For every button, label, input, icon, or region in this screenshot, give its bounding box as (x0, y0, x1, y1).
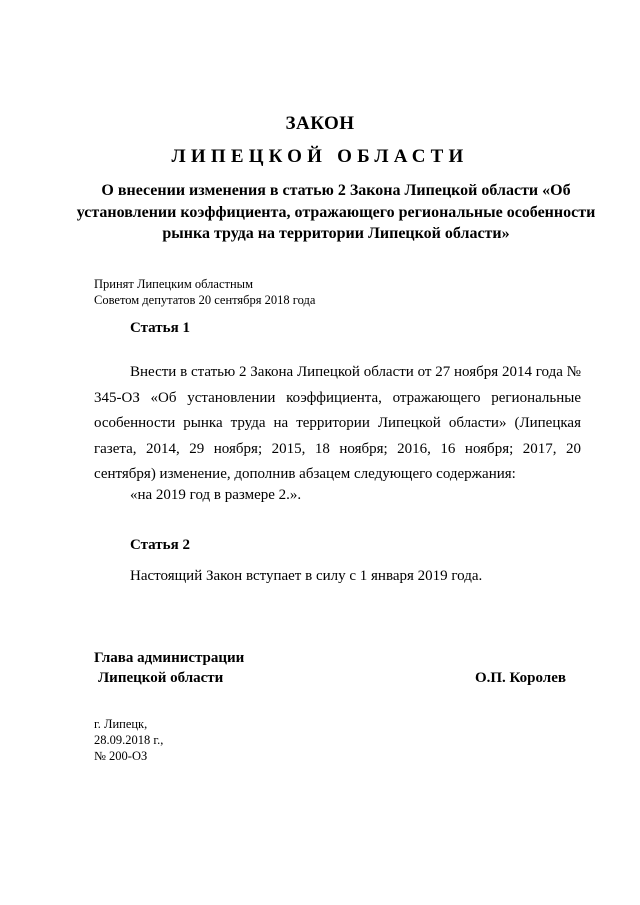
footer-city: г. Липецк, (94, 717, 148, 731)
signature-title (94, 648, 244, 688)
article1-added-paragraph: «на 2019 год в размере 2.». (130, 487, 302, 503)
footer-date: 28.09.2018 г., (94, 733, 164, 747)
article2-heading: Статья 2 (130, 537, 190, 553)
region-title: ЛИПЕЦКОЙ ОБЛАСТИ (171, 146, 469, 167)
signature-title-line1: Глава администрации (94, 650, 245, 666)
article2-text: Настоящий Закон вступает в силу с 1 января 2019 года. (130, 568, 483, 584)
adoption-note-line2: Советом депутатов 20 сентября 2018 года (94, 293, 316, 307)
footer-number: № 200-ОЗ (94, 749, 148, 763)
article1-heading: Статья 1 (130, 320, 190, 336)
adoption-note-line1: Принят Липецким областным (94, 277, 253, 291)
document-footer (94, 716, 163, 764)
signatory-name: О.П. Королев (474, 670, 566, 686)
article1-text: Внести в статью 2 Закона Липецкой области от 27 ноября 2014 года № 345-ОЗ «Об установлении коэффициента, отражающего региональные особенности рынка труда на территории Липецкой области» (Липецкая газета, 2014, 29 ноября; 2015, 18 ноября; 2016, 16 ноября; 2017, 20 сентября) изменение, дополнив абзацем следующего содержания: (94, 364, 581, 482)
signature-title-line2: Липецкой области (98, 670, 224, 686)
law-subject: О внесении изменения в статью 2 Закона Липецкой области «Об установлении коэффициента, отражающего региональные особенности рынка труда на территории Липецкой области» (76, 182, 596, 242)
law-title: ЗАКОН (285, 113, 355, 134)
adoption-note (94, 276, 315, 308)
